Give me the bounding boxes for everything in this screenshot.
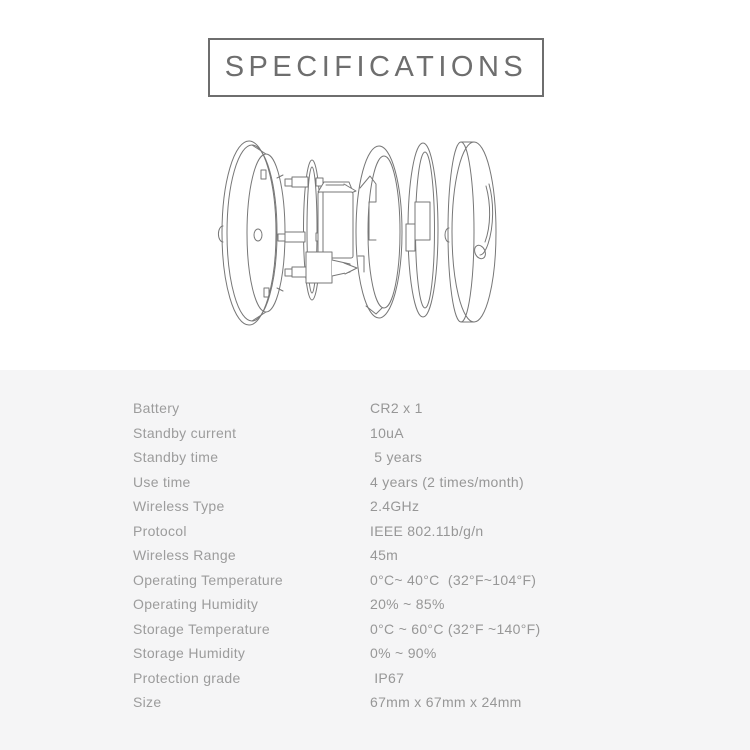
spec-row-value: 45m xyxy=(370,547,399,563)
spec-row xyxy=(133,568,693,593)
spec-row-value: 0% ~ 90% xyxy=(370,645,437,661)
spec-row-label: Use time xyxy=(133,473,191,490)
spec-row xyxy=(133,445,693,470)
spec-panel xyxy=(0,370,750,750)
spec-row xyxy=(133,592,693,617)
spec-row-label: Wireless Range xyxy=(133,547,237,563)
spec-row-label: Storage Humidity xyxy=(133,645,246,661)
spec-row xyxy=(133,396,693,421)
part-inner-frame xyxy=(356,146,402,318)
part-back-cover xyxy=(218,141,285,325)
spec-row-value: 0°C~ 40°C (32°F~104°F) xyxy=(370,571,537,588)
spec-row-value: 20% ~ 85% xyxy=(370,596,445,612)
spec-row-label: Wireless Type xyxy=(133,498,225,514)
spec-row-label: Operating Humidity xyxy=(133,596,259,612)
spec-table xyxy=(133,396,693,715)
spec-row-value: 4 years (2 times/month) xyxy=(370,473,524,490)
spec-row-label: Battery xyxy=(133,400,180,416)
spec-row xyxy=(133,519,693,544)
spec-row-value: 5 years xyxy=(370,449,423,465)
spec-row xyxy=(133,666,693,691)
spec-row-label: Size xyxy=(133,694,162,710)
spec-row-value: 2.4GHz xyxy=(370,498,420,514)
spec-row xyxy=(133,641,693,666)
spec-row-value: IEEE 802.11b/g/n xyxy=(370,522,484,539)
spec-row-value: 0°C ~ 60°C (32°F ~140°F) xyxy=(370,620,541,637)
spec-row-value: IP67 xyxy=(370,669,405,686)
spec-row-label: Operating Temperature xyxy=(133,571,284,588)
spec-row xyxy=(133,470,693,495)
spec-row-value: CR2 x 1 xyxy=(370,400,423,416)
spec-row-value: 67mm x 67mm x 24mm xyxy=(370,694,522,710)
exploded-view-drawing xyxy=(200,128,520,340)
title-box xyxy=(208,38,544,97)
spec-row-label: Standby time xyxy=(133,449,219,465)
spec-row-label: Protocol xyxy=(133,522,187,539)
spec-row-label: Protection grade xyxy=(133,669,241,686)
spec-row-value: 10uA xyxy=(370,424,404,441)
part-sealing-ring xyxy=(406,143,438,317)
spec-row xyxy=(133,617,693,642)
screw-middle xyxy=(278,232,323,242)
screw-bottom xyxy=(285,267,308,277)
spec-row xyxy=(133,543,693,568)
spec-row-label: Standby current xyxy=(133,424,237,441)
spec-row xyxy=(133,690,693,715)
page-title: SPECIFICATIONS xyxy=(224,51,528,83)
exploded-view-diagram xyxy=(200,128,520,340)
spec-row-label: Storage Temperature xyxy=(133,620,270,637)
screw-top xyxy=(285,177,323,187)
part-front-cover xyxy=(445,142,496,322)
spec-row xyxy=(133,494,693,519)
spec-row xyxy=(133,421,693,446)
